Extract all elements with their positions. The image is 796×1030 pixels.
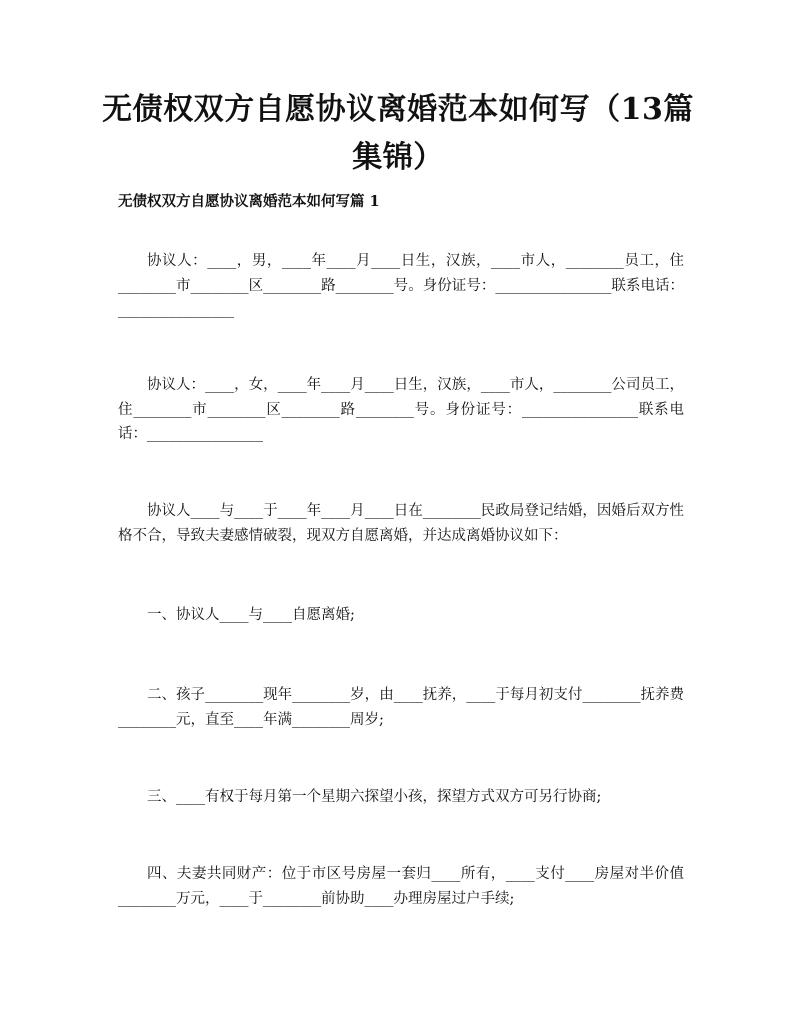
paragraph-party-female: 协议人：____，女，____年____月____日生，汉族，____市人，________公司员工，住________市________区________路________号。身份证号：________________联系电话：________________	[118, 377, 684, 442]
paragraph-party-male: 协议人：____，男，____年____月____日生，汉族，____市人，________员工，住________市________区________路________号。身份证号：________________联系电话：________________	[118, 253, 684, 318]
paragraph-clause-3: 三、____有权于每月第一个星期六探望小孩，探望方式双方可另行协商;	[147, 789, 602, 805]
paragraph-clause-1: 一、协议人____与____自愿离婚;	[147, 607, 355, 623]
paragraph-agreement-intro: 协议人____与____于____年____月____日在________民政局登记结婚，因婚后双方性格不合，导致夫妻感情破裂，现双方自愿离婚，并达成离婚协议如下：	[118, 503, 684, 544]
section-heading: 无债权双方自愿协议离婚范本如何写篇 1	[118, 193, 380, 210]
paragraph-clause-4: 四、夫妻共同财产：位于市区号房屋一套归____所有，____支付____房屋对半价值________万元，____于________前协助____办理房屋过户手续;	[118, 866, 684, 907]
document-title: 无债权双方自愿协议离婚范本如何写（13篇集锦）	[102, 92, 694, 175]
paragraph-clause-2: 二、孩子________现年________岁，由____抚养，____于每月初支付________抚养费________元，直至____年满________周岁;	[118, 687, 684, 728]
